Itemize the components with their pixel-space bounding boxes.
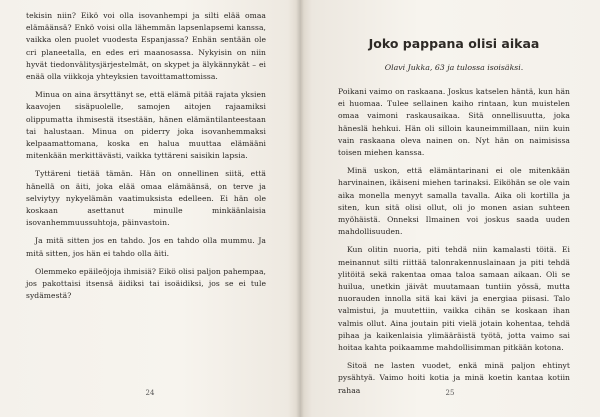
right-paragraph-4: Sitoä ne lasten vuodet, enkä minä paljon ehtinyt pysähtyä. Vaimo hoiti kotia ja minä koetin kantaa kotiin rahaa [338, 361, 570, 395]
right-paragraph-1: Poikani vaimo on raskaana. Joskus katselen häntä, kun hän ei huomaa. Tulee sellainen kaiho rintaan, kun muistelen omaa vaimoni raskausaikaa. Sitä onnellisuutta, joka häneslä hehkui. Hän oli silloin kauneimmillaan, niin kuin vain raskaana oleva nainen on. Nyt hän on naimisissa toisen miehen kanssa. [338, 87, 570, 158]
right-paragraph-3: Kun olitin nuoria, piti tehdä niin kamalasti töitä. Ei meinannut silti riittää talonrakennuslainaan ja piti tehdä ylitöitä sekä rakentaa omaa taloa samaan aikaan. Oli se huilua, unetkin jäivät muutamaan tuntiin yössä, mutta nuorauden innolla sitä kai kävi ja energiaa piisasi. Talo valmistui, ja muutettiin, vaikka cihän se koskaan ihan valmis ollut. Aina joutain piti vielä jotain kohentaa, tehdä pihaa ja kaikenlaisia ylimääräistä työtä, jotta vaimo sai hoitaa kahta poikaamme mahdollisimman pitkään kotona. [338, 245, 570, 353]
left-paragraph-2: Minua on aina ärsyttänyt se, että elämä pitää rajata yksien kaavojen sisäpuolelle, samojen aitojen rajaamiksi olippumatta ihmisestä itsestään, hänen elämäntilanteestaan tai halustaan. Minua on piderry joka isovanhemmaksi kelpaamattomana, koska en halua muuttaa elämääni mitenkään merkittävästi, vaikka tyttäreni saisikin lapsia. [26, 90, 266, 161]
left-paragraph-5: Olemmeko epäileöjoja ihmisiä? Eikö olisi paljon pahempaa, jos pakottaisi itsensä äidiksi tai isoäidiksi, jos se ei tule sydämestä? [26, 266, 266, 301]
right-page [300, 0, 600, 417]
right-page-number: 25 [445, 389, 455, 397]
book-spine-shadow [296, 0, 304, 417]
right-paragraph-2: Minä uskon, että elämäntarinani ei ole mitenkään harvinainen, ikäiseni miehen tarinaksi. Eiköhän se ole vain aika monella menyyt samalla tavalla. Aika oli kortilla ja siten, kun sitä olisi ollut, oli jo monen asian suhteen myöhäistä. Onneksi Ilmainen voi joskus saada uuden mahdollisuuden. [338, 166, 570, 237]
left-paragraph-4: Ja mitä sitten jos en tahdo. Jos en tahdo olla mummu. Ja mitä sitten, jos hän ei tahdo olla äiti. [26, 236, 266, 258]
left-page-number: 24 [145, 389, 155, 397]
left-paragraph-1: tekisin niin? Eikö voi olla isovanhempi ja silti elää omaa elämäänsä? Enkö voisi olla lähemmän lapsenlapsemi kanssa, vaikka olen puolet vuodesta Espanjassa? Enhän sentään ole cri planeetalla, en edes eri maanosassa. Nykyisin on niin hyvät tiedonvälitysjärjestelmät, on skypet ja älykännykät – ei enää olla viikkoja yhteyksien tavoittamattomissa. [26, 11, 266, 82]
chapter-heading: Joko pappana olisi aikaa [368, 36, 540, 51]
left-paragraph-3: Tyttäreni tietää tämän. Hän on onnellinen siitä, että hänellä on äiti, joka elää omaa elämäänsä, on terve ja selviytyy nykyelämän vaatimuksista edelleen. Ei hän ole koskaan asettanut minulle minkäänlaisia isovanhemmuussuhtoja, päinvastoin. [26, 169, 266, 228]
chapter-subheading: Olavi Jukka, 63 ja tulossa isoisäksi. [384, 63, 524, 72]
